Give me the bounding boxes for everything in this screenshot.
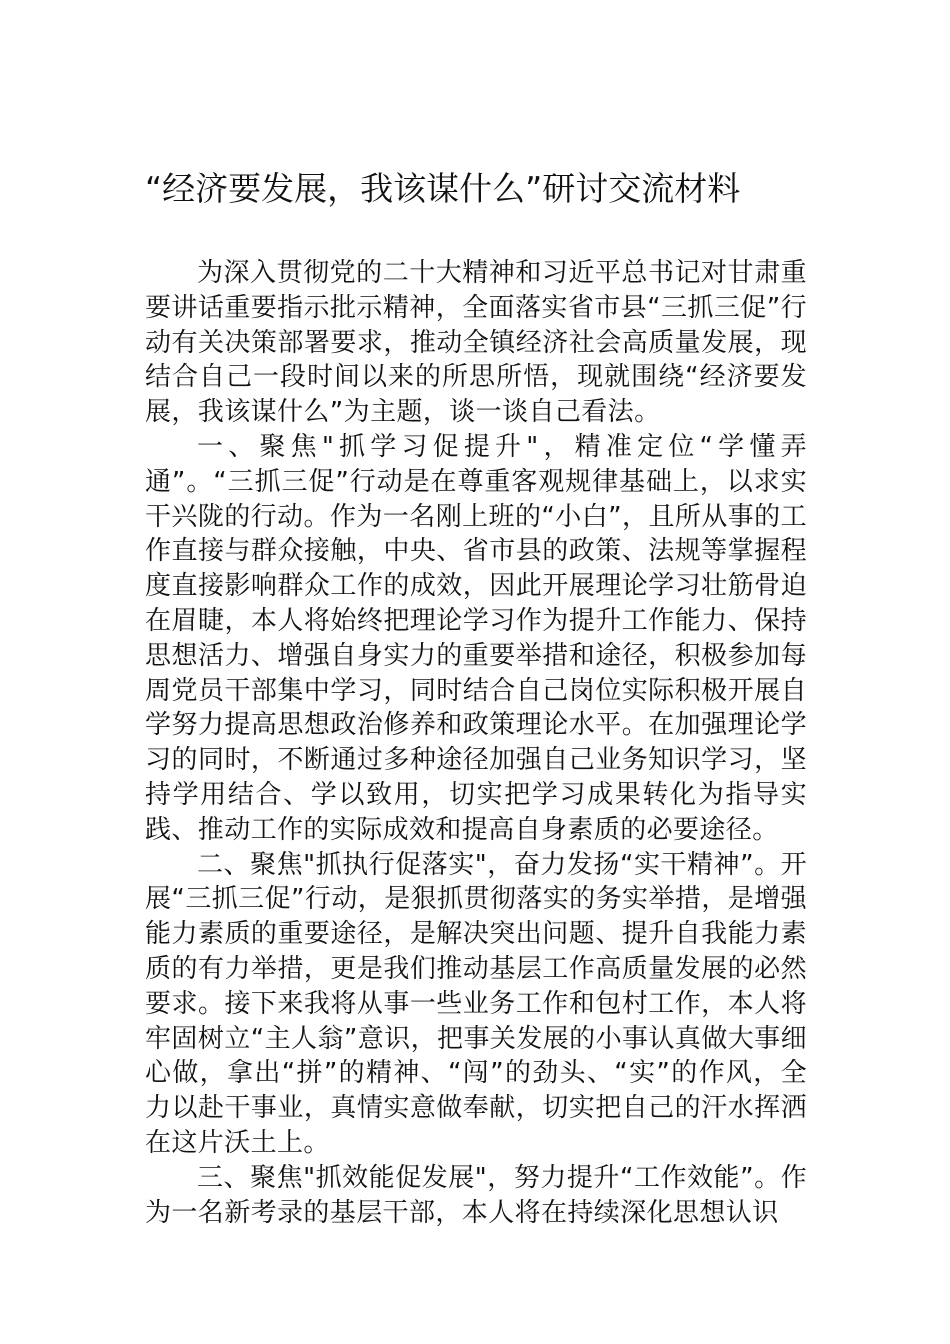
section-two-paragraph: 二、聚焦"抓执行促落实"，奋力发扬“实干精神”。开展“三抓三促”行动，是狠抓贯彻落实的务实举措，是增强能力素质的重要途径，是解决突出问题、提升自我能力素质的有力举措，更是我们推动基层工作高质量发展的必然要求。接下来我将从事一些业务工作和包村工作，本人将牢固树立“主人翁”意识，把事关发展的小事认真做大事细心做，拿出“拼”的精神、“闯”的劲头、“实”的作风，全力以赴干事业，真情实意做奉献，切实把自己的汗水挥洒在这片沃土上。	[145, 849, 807, 1158]
document-title: “经济要发展，我该谋什么”研讨交流材料	[145, 169, 741, 208]
section-three-paragraph: 三、聚焦"抓效能促发展"，努力提升“工作效能”。作为一名新考录的基层干部，本人将在持续深化思想认识	[145, 1162, 807, 1228]
document-body	[145, 256, 807, 1230]
section-one-paragraph: 一、聚焦"抓学习促提升"，精准定位“学懂弄通”。“三抓三促”行动是在尊重客观规律基础上，以求实干兴陇的行动。作为一名刚上班的“小白”，且所从事的工作直接与群众接触，中央、省市县的政策、法规等掌握程度直接影响群众工作的成效，因此开展理论学习壮筋骨迫在眉睫，本人将始终把理论学习作为提升工作能力、保持思想活力、增强自身实力的重要举措和途径，积极参加每周党员干部集中学习，同时结合自己岗位实际积极开展自学努力提高思想政治修养和政策理论水平。在加强理论学习的同时，不断通过多种途径加强自己业务知识学习，坚持学用结合、学以致用，切实把学习成果转化为指导实践、推动工作的实际成效和提高自身素质的必要途径。	[145, 431, 807, 845]
intro-paragraph: 为深入贯彻党的二十大精神和习近平总书记对甘肃重要讲话重要指示批示精神，全面落实省市县“三抓三促”行动有关决策部署要求，推动全镇经济社会高质量发展，现结合自己一段时间以来的所思所悟，现就围绕“经济要发展，我该谋什么”为主题，谈一谈自己看法。	[145, 258, 807, 428]
